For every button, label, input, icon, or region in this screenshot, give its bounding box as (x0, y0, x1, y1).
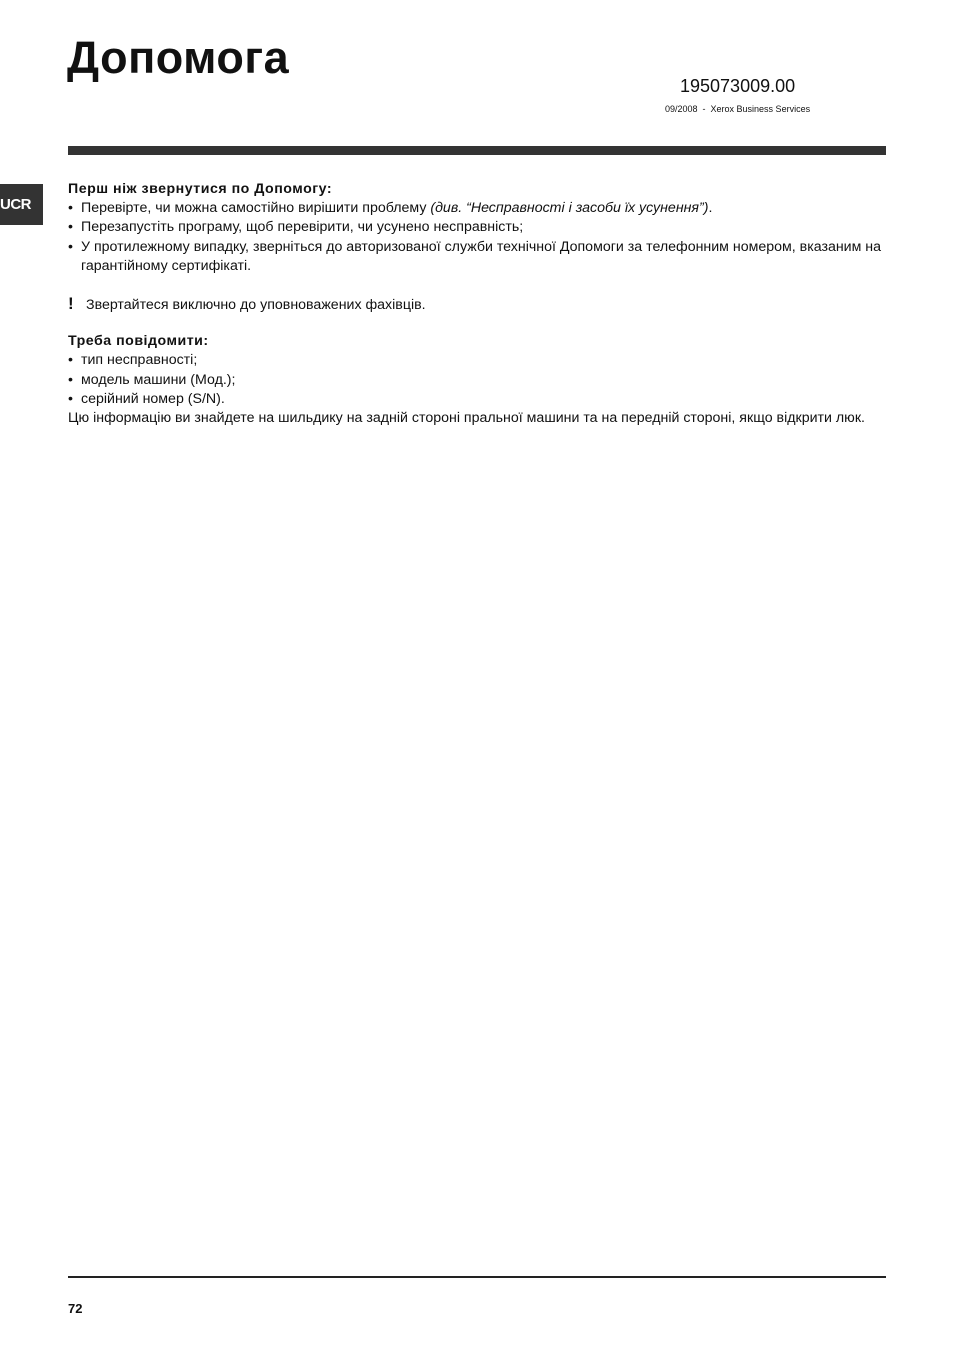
header-divider (68, 146, 886, 155)
section-heading-before-contacting: Перш ніж звернутися по Допомогу: (68, 181, 333, 197)
list-item: • Перевірте, чи можна самостійно вирішити проблему (див. “Несправності і засоби їх усунення”). (68, 199, 884, 218)
language-tab: UCR (0, 184, 43, 225)
warning-text: Звертайтеся виключно до уповноважених фахівців. (86, 297, 426, 314)
page-title: Допомога (67, 32, 290, 83)
before-contacting-list (68, 199, 884, 276)
warning-note (68, 296, 884, 315)
list-item: • У протилежному випадку, зверніться до авторизованої служби технічної Допомоги за телефонним номером, вказаним на гарантійному сертифікаті. (68, 238, 884, 276)
page-number: 72 (68, 1301, 83, 1316)
footer-divider (68, 1276, 886, 1278)
section-heading-report: Треба повідомити: (68, 333, 209, 350)
report-list (68, 351, 884, 409)
list-item: • серійний номер (S/N). (68, 390, 884, 409)
list-item: • тип несправності; (68, 351, 884, 370)
list-item: • модель машини (Мод.); (68, 371, 884, 390)
document-number: 195073009.00 (680, 76, 796, 96)
main-content (68, 180, 884, 428)
exclamation-icon: ! (68, 294, 74, 314)
cross-reference: (див. “Несправності і засоби їх усунення”) (430, 200, 709, 217)
document-info: 09/2008 - Xerox Business Services (665, 104, 811, 114)
info-paragraph: Цю інформацію ви знайдете на шильдику на задній стороні пральної машини та на передній стороні, якщо відкрити люк. (68, 410, 865, 427)
list-item: • Перезапустіть програму, щоб перевірити, чи усунено несправність; (68, 218, 884, 237)
